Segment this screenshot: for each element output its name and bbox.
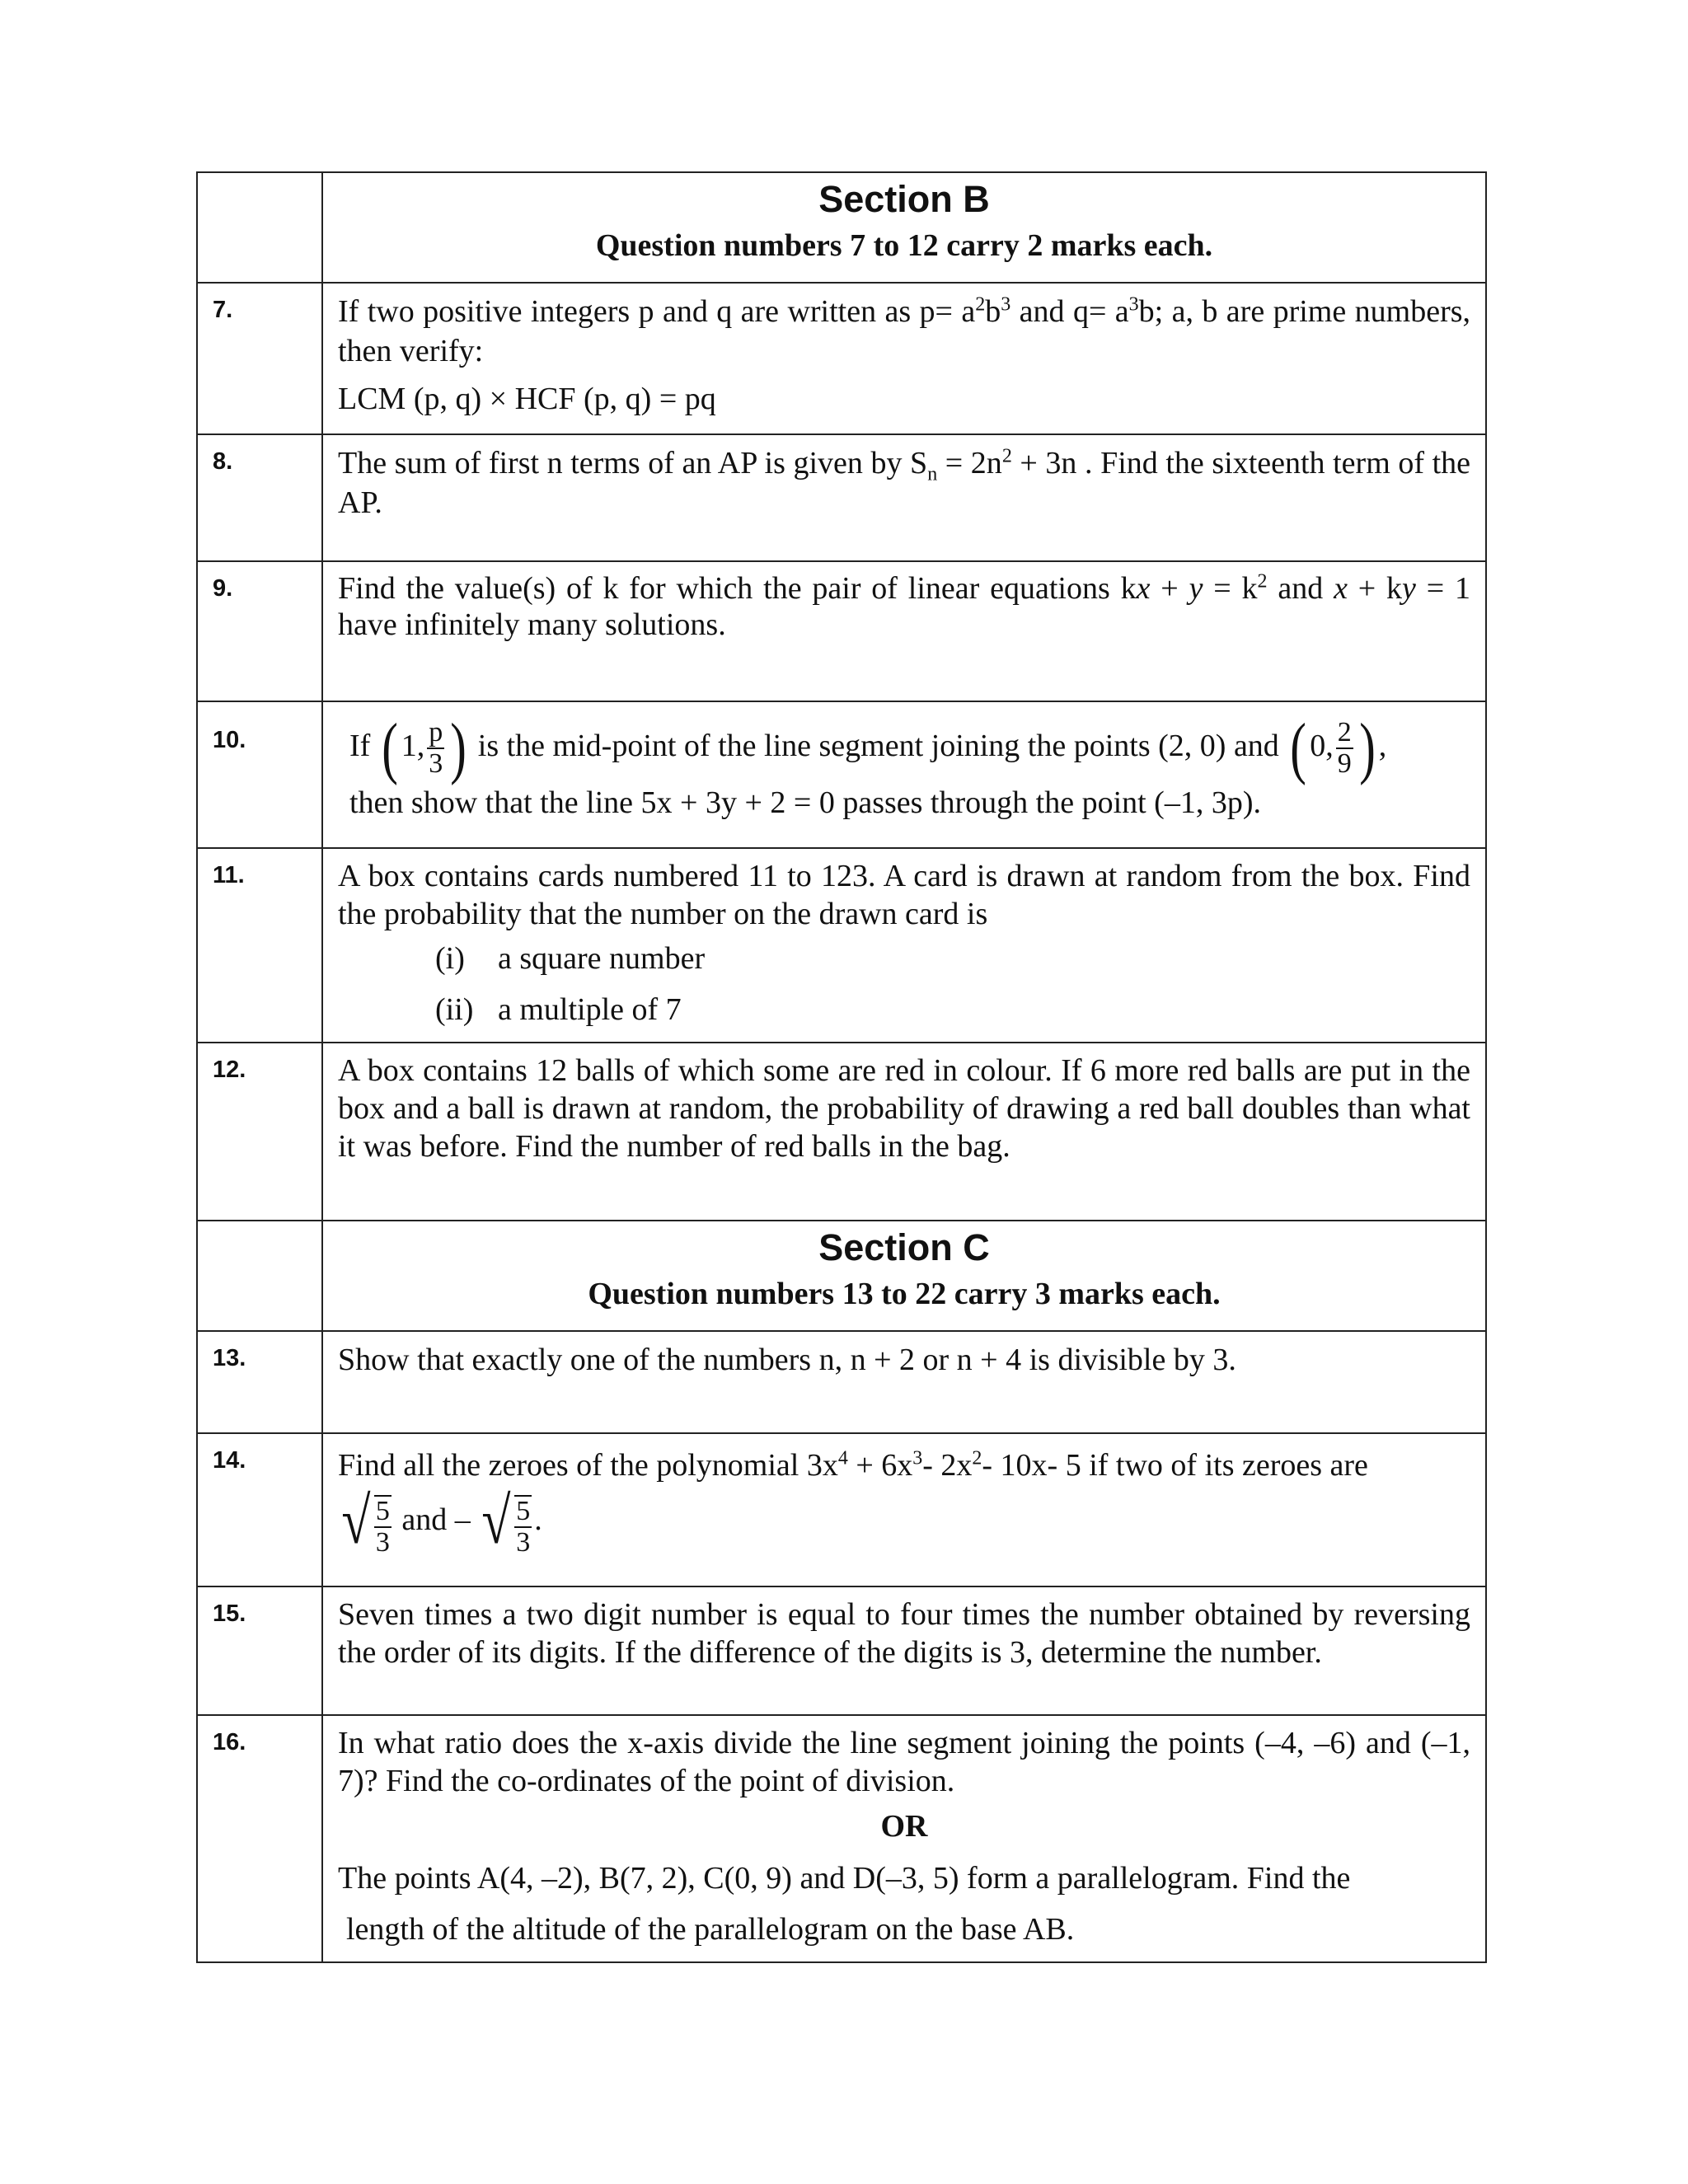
q8-text-a: The sum of first n terms of an AP is given by S: [338, 446, 928, 480]
q9-var-x2: x: [1334, 571, 1348, 606]
question-number-16: 16.: [197, 1715, 322, 1962]
question-number-7: 7.: [197, 283, 322, 434]
q9-text-f: = 1 have infinitely many solutions.: [338, 571, 1470, 642]
q10-frac1-den: 3: [429, 748, 443, 780]
q8-exp-1: 2: [1001, 445, 1012, 467]
q7-text-a: If two positive integers p and q are written as p= a: [338, 294, 976, 329]
q14-text-b: + 6x: [847, 1448, 913, 1483]
q14-line-1: [338, 1446, 1470, 1485]
q14-root2-num: 5: [516, 1496, 531, 1527]
q10-comma: ,: [1378, 729, 1387, 763]
question-row-14: [197, 1433, 1486, 1586]
section-c-title: Section C: [818, 1226, 990, 1268]
sqrt-icon: √: [481, 1485, 511, 1558]
q10-fraction-1: [427, 718, 444, 779]
q7-exp-3: 3: [1128, 293, 1139, 316]
q16-part-b-line-1: The points A(4, –2), B(7, 2), C(0, 9) and D(–3, 5) form a parallelogram. Find the: [338, 1861, 1351, 1896]
question-text-14: [322, 1433, 1486, 1586]
q9-var-y2: y: [1402, 571, 1416, 606]
left-paren-icon: (: [1290, 710, 1307, 787]
question-text-7: [322, 283, 1486, 434]
q7-exp-1: 2: [975, 293, 986, 316]
q16-part-a: In what ratio does the x-axis divide the line segment joining the points (–4, –6) and (–1, 7)? Find the co-ordinates of the point of division.: [338, 1726, 1470, 1798]
left-paren-icon: (: [382, 710, 398, 787]
q10-frac1-num: p: [429, 717, 443, 748]
q11-item-1: [338, 933, 1470, 984]
question-number-15: 15.: [197, 1586, 322, 1715]
q10-line-1: [349, 710, 1470, 787]
q14-period: .: [534, 1502, 542, 1537]
section-b-num-cell: [197, 172, 322, 283]
q7-text-d: b; a, b are prime numbers, then verify:: [338, 294, 1471, 368]
section-c-num-cell: [197, 1221, 322, 1331]
q10-frac2-den: 9: [1337, 748, 1352, 780]
q7-identity: LCM (p, q) × HCF (p, q) = pq: [338, 382, 716, 416]
q14-text-a: Find all the zeroes of the polynomial 3x: [338, 1448, 838, 1483]
q9-text-e: + k: [1347, 571, 1403, 606]
question-row-15: [197, 1586, 1486, 1715]
q10-text-mid: is the mid-point of the line segment joining the points (2, 0) and: [477, 729, 1279, 763]
q14-exp-2: 3: [912, 1447, 923, 1469]
question-number-10: 10.: [197, 701, 322, 848]
q11-item-2: [338, 984, 1470, 1035]
q14-root2-den: 3: [516, 1527, 531, 1558]
q9-exp-1: 2: [1257, 570, 1268, 593]
q7-text-b: b: [985, 294, 1001, 329]
question-row-7: [197, 283, 1486, 434]
question-number-9: 9.: [197, 561, 322, 701]
question-number-13: 13.: [197, 1331, 322, 1433]
question-number-12: 12.: [197, 1043, 322, 1221]
section-b-header-cell: [322, 172, 1486, 283]
q7-exp-2: 3: [1001, 293, 1011, 316]
q14-exp-1: 4: [837, 1447, 848, 1469]
question-row-8: [197, 434, 1486, 561]
q11-item-2-text: a multiple of 7: [498, 992, 682, 1027]
q14-text-and: and –: [401, 1502, 471, 1537]
question-number-8: 8.: [197, 434, 322, 561]
question-text-12: A box contains 12 balls of which some are red in colour. If 6 more red balls are put in the box and a ball is drawn at random, the probability of drawing a red ball doubles than what it was before. Find the number of red balls in the bag.: [322, 1043, 1486, 1221]
question-text-10: [322, 701, 1486, 848]
section-b-title: Section B: [818, 178, 990, 220]
q11-item-1-text: a square number: [498, 941, 706, 976]
q11-item-1-label: (i): [435, 941, 465, 976]
q14-root-1-frac: [374, 1495, 392, 1558]
q10-fraction-2: [1336, 718, 1353, 779]
q14-root-1: [338, 1487, 394, 1558]
q14-root-2-frac: [514, 1495, 532, 1558]
question-table: [196, 171, 1487, 1963]
q10-point-1-x: 1,: [401, 729, 425, 763]
q14-root1-num: 5: [375, 1496, 390, 1527]
question-number-11: 11.: [197, 848, 322, 1043]
question-row-9: [197, 561, 1486, 701]
question-row-13: [197, 1331, 1486, 1433]
q10-frac2-num: 2: [1337, 717, 1352, 748]
question-text-8: [322, 434, 1486, 561]
q9-text-b: +: [1150, 571, 1189, 606]
q9-text-d: and: [1267, 571, 1334, 606]
question-text-16: [322, 1715, 1486, 1962]
q10-line-2: then show that the line 5x + 3y + 2 = 0 passes through the point (–1, 3p).: [349, 785, 1261, 821]
q8-sub-n: n: [927, 463, 938, 485]
q16-or: OR: [880, 1809, 928, 1844]
section-b-header-row: [197, 172, 1486, 283]
q9-var-y: y: [1189, 571, 1203, 606]
question-row-12: [197, 1043, 1486, 1221]
q14-text-d: - 10x- 5 if two of its zeroes are: [982, 1448, 1368, 1483]
q9-var-x: x: [1136, 571, 1151, 606]
q10-text-if: If: [349, 729, 371, 763]
q14-exp-3: 2: [972, 1447, 982, 1469]
q11-item-2-label: (ii): [435, 992, 474, 1027]
question-text-11: [322, 848, 1486, 1043]
q8-text-b: = 2n: [937, 446, 1002, 480]
question-text-15: Seven times a two digit number is equal to four times the number obtained by reversing the order of its digits. If the difference of the digits is 3, determine the number.: [322, 1586, 1486, 1715]
question-row-10: [197, 701, 1486, 848]
question-text-9: [322, 561, 1486, 701]
q14-root-2: [478, 1487, 534, 1558]
section-c-subtitle: Question numbers 13 to 22 carry 3 marks each.: [588, 1277, 1221, 1311]
question-text-13: Show that exactly one of the numbers n, n + 2 or n + 4 is divisible by 3.: [322, 1331, 1486, 1433]
q7-text-c: and q= a: [1010, 294, 1129, 329]
q7-statement: [338, 292, 1470, 371]
section-c-header-cell: [322, 1221, 1486, 1331]
question-row-16: [197, 1715, 1486, 1962]
q14-root1-den: 3: [375, 1527, 390, 1558]
q11-statement: A box contains cards numbered 11 to 123. A card is drawn at random from the box. Find the probability that the number on the drawn card is: [338, 859, 1470, 931]
question-row-11: [197, 848, 1486, 1043]
q9-text-a: Find the value(s) of k for which the pair of linear equations k: [338, 571, 1137, 606]
q10-point-2-x: 0,: [1310, 729, 1334, 763]
right-paren-icon: ): [450, 710, 467, 787]
q14-line-2: [338, 1485, 1470, 1558]
right-paren-icon: ): [1358, 710, 1376, 787]
q8-text-c: + 3n . Find the sixteenth term of the AP.: [338, 446, 1471, 520]
section-c-header-row: [197, 1221, 1486, 1331]
q9-text-c: = k: [1203, 571, 1258, 606]
section-b-subtitle: Question numbers 7 to 12 carry 2 marks each.: [595, 228, 1213, 263]
sqrt-icon: √: [341, 1485, 371, 1558]
q14-text-c: - 2x: [922, 1448, 973, 1483]
question-number-14: 14.: [197, 1433, 322, 1586]
q16-part-b-line-2: length of the altitude of the parallelogram on the base AB.: [346, 1912, 1075, 1947]
